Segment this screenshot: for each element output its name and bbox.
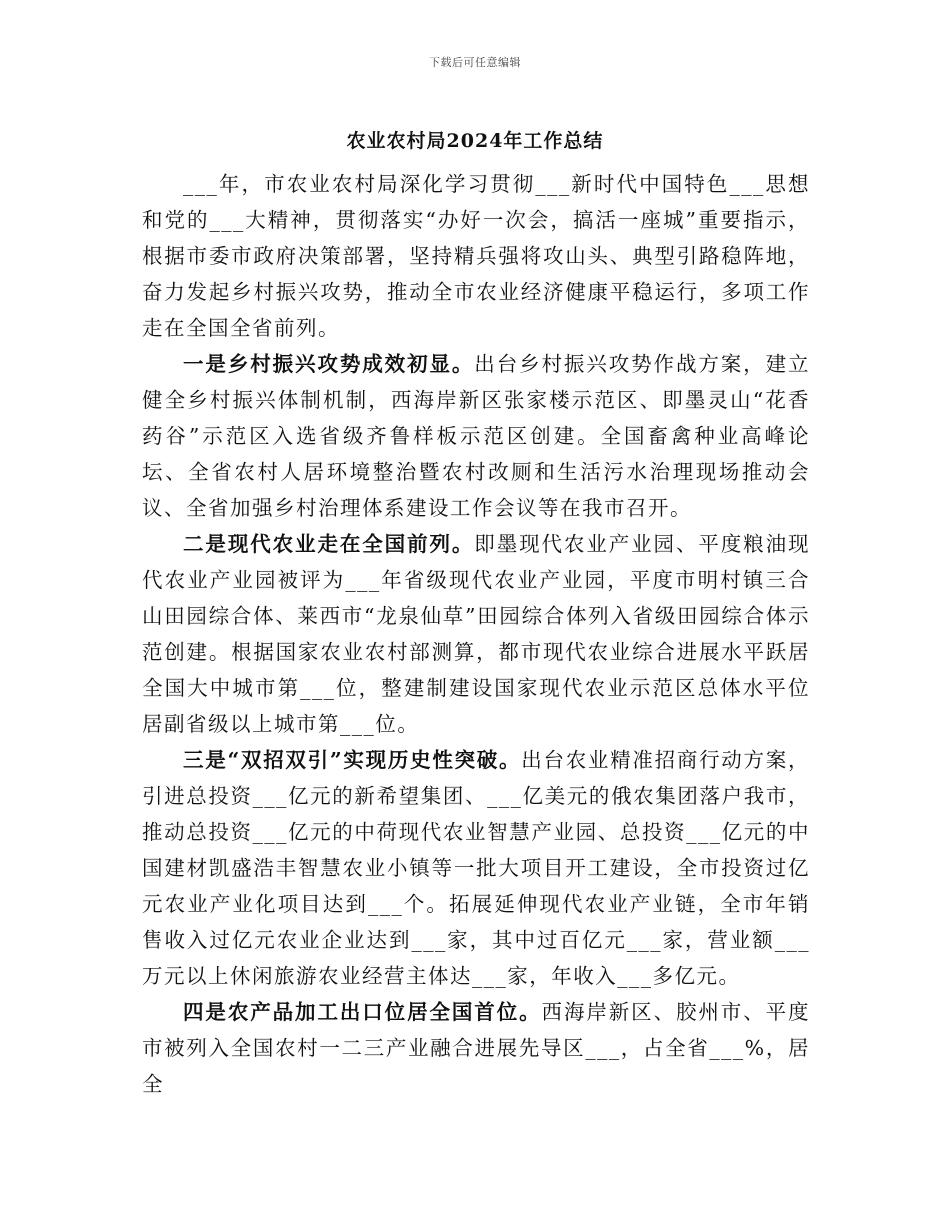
paragraph-rural-revitalization	[142, 346, 810, 526]
paragraph-text: 出台农业精准招商行动方案，引进总投资___亿元的新希望集团、___亿美元的俄农集团落户我市，推动总投资___亿元的中荷现代农业智慧产业园、总投资___亿元的中国建材凯盛浩丰智慧农业小镇等一批大项目开工建设，全市投资过亿元农业产业化项目达到___个。拓展延伸现代农业产业链，全市年销售收入过亿元农业企业达到___家，其中过百亿元___家，营业额___万元以上休闲旅游农业经营主体达___家，年收入___多亿元。	[142, 748, 810, 988]
paragraph-export	[142, 994, 810, 1102]
paragraph-lead: 一是乡村振兴攻势成效初显。	[183, 352, 475, 376]
paragraph-modern-agriculture	[142, 526, 810, 742]
header-note: 下载后可任意编辑	[429, 56, 521, 69]
paragraph-intro	[142, 166, 810, 346]
paragraph-lead: 二是现代农业走在全国前列。	[183, 532, 475, 556]
paragraph-text: 即墨现代农业产业园、平度粮油现代农业产业园被评为___年省级现代农业产业园，平度市明村镇三合山田园综合体、莱西市“龙泉仙草”田园综合体列入省级田园综合体示范创建。根据国家农业农村部测算，都市现代农业综合进展水平跃居全国大中城市第___位，整建制建设国家现代农业示范区总体水平位居副省级以上城市第___位。	[142, 532, 810, 736]
paragraph-lead: 四是农产品加工出口位居全国首位。	[183, 1000, 542, 1024]
paragraph-investment	[142, 742, 810, 994]
document-body	[142, 166, 810, 1102]
paragraph-text: 西海岸新区、胶州市、平度市被列入全国农村一二三产业融合进展先导区___，占全省___%，居全	[142, 1000, 811, 1096]
paragraph-text: ___年，市农业农村局深化学习贯彻___新时代中国特色___思想和党的___大精神，贯彻落实“办好一次会，搞活一座城”重要指示，根据市委市政府决策部署，坚持精兵强将攻山头、典型引路稳阵地，奋力发起乡村振兴攻势，推动全市农业经济健康平稳运行，多项工作走在全国全省前列。	[142, 172, 810, 340]
document-title: 农业农村局2024年工作总结	[346, 130, 604, 152]
paragraph-text: 出台乡村振兴攻势作战方案，建立健全乡村振兴体制机制，西海岸新区张家楼示范区、即墨灵山“花香药谷”示范区入选省级齐鲁样板示范区创建。全国畜禽种业高峰论坛、全省农村人居环境整治暨农村改厕和生活污水治理现场推动会议、全省加强乡村治理体系建设工作会议等在我市召开。	[142, 352, 810, 520]
paragraph-lead: 三是“双招双引”实现历史性突破。	[183, 748, 522, 772]
